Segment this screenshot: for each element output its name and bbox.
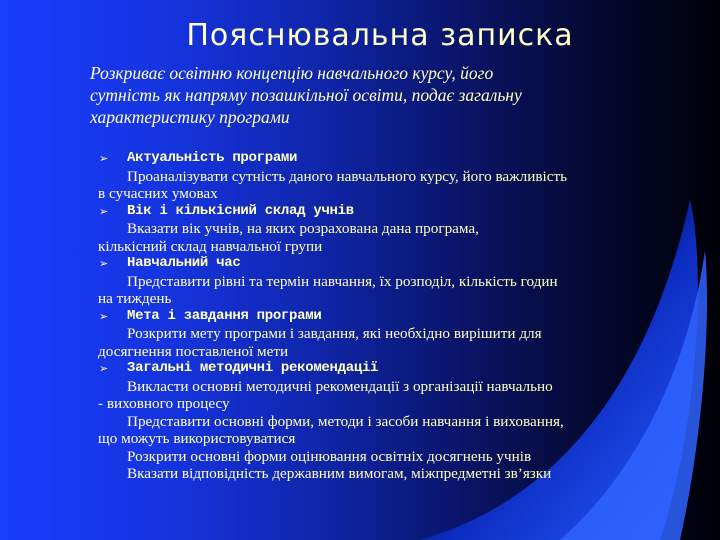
section-text-line: Розкрити основні форми оцінювання освітніх досягнень учнів	[127, 447, 532, 465]
section-text-line: Вказати відповідність державним вимогам, міжпредметні зв’язки	[127, 465, 552, 482]
intro-paragraph	[90, 62, 650, 128]
section-text-line: - виховного процесу	[98, 395, 230, 412]
section-heading: Вік і кількісний склад учнів	[127, 202, 354, 219]
section-heading-row	[0, 203, 720, 221]
section-text-line: Представити основні форми, методи і засоби навчання і виховання,	[127, 412, 564, 430]
section-heading: Навчальний час	[127, 255, 241, 271]
section-text-line: Проаналізувати сутність даного навчального курсу, його важливість	[127, 167, 568, 185]
section-text-line: Вказати вік учнів, на яких розрахована дана програма,	[127, 220, 479, 237]
section-heading: Мета і завдання програми	[127, 307, 322, 324]
section-heading-row	[0, 150, 720, 168]
arrowhead-bullet-icon: ➢	[99, 257, 109, 270]
arrowhead-bullet-icon: ➢	[99, 309, 109, 323]
arrowhead-bullet-icon: ➢	[99, 152, 109, 165]
sections-list	[0, 150, 720, 483]
section-text-line: на тиждень	[98, 290, 172, 307]
intro-line: Розкриває освітню концепцію навчального курсу, його	[90, 63, 494, 83]
section-text-line: Розкрити мету програми і завдання, які необхідно вирішити для	[127, 325, 542, 342]
section-heading: Актуальність програми	[127, 150, 298, 166]
page-title: Пояснювальна записка	[186, 18, 574, 53]
section-heading-row	[0, 308, 720, 326]
arrowhead-bullet-icon: ➢	[99, 204, 109, 218]
section-text-line: Представити рівні та термін навчання, їх розподіл, кількість годин	[127, 272, 558, 290]
intro-line: сутність як напряму позашкільної освіти, подає загальну	[90, 85, 522, 105]
section-heading-row	[0, 255, 720, 273]
section-text-line: кількісний склад навчальної групи	[98, 237, 323, 255]
section-text-line: що можуть використовуватися	[98, 430, 296, 447]
arrowhead-bullet-icon: ➢	[99, 362, 109, 375]
intro-line: характеристику програми	[90, 107, 290, 127]
section-text-line: Викласти основні методичні рекомендації з організації навчально	[127, 377, 553, 395]
section-text-line: досягнення поставленої мети	[98, 342, 289, 360]
section-heading: Загальні методичні рекомендації	[127, 360, 379, 376]
section-heading-row	[0, 360, 720, 378]
section-text-line: в сучасних умовах	[98, 185, 218, 202]
